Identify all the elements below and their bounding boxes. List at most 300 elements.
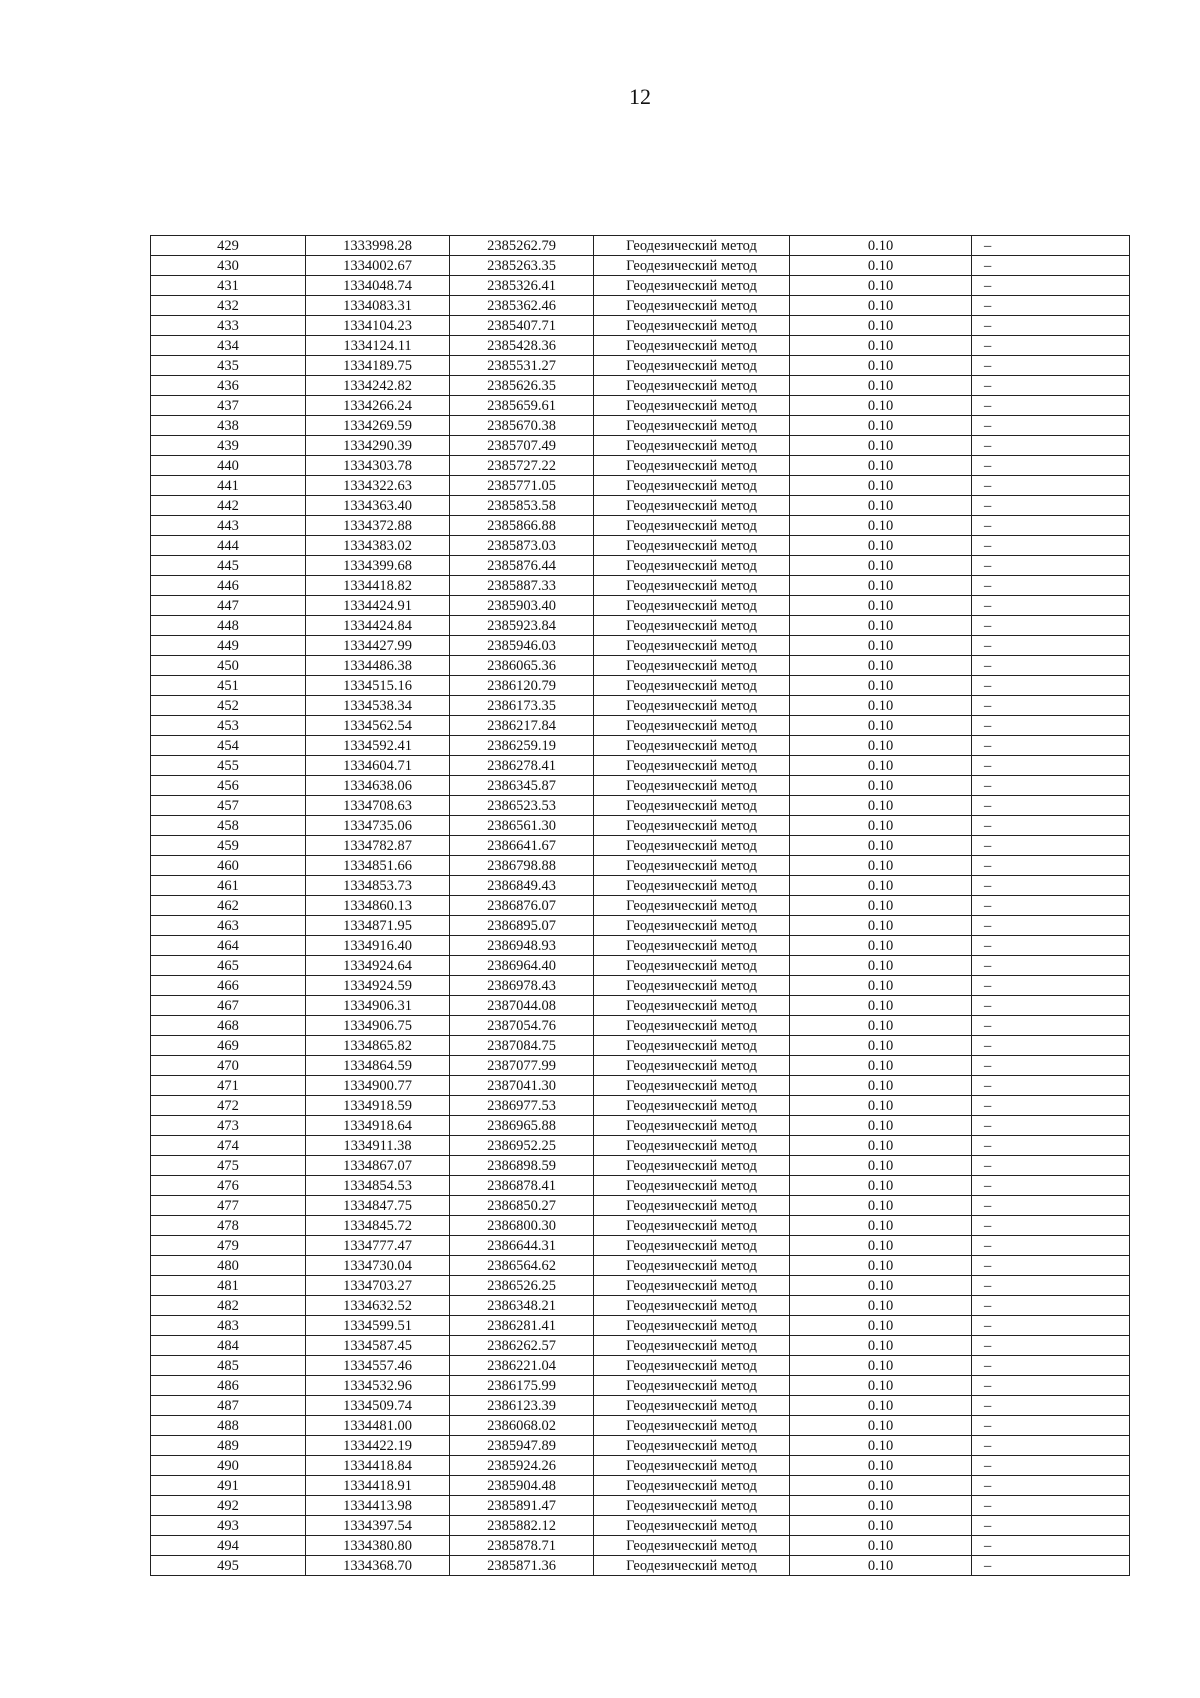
note-cell: –	[972, 596, 1130, 616]
point-number-cell: 484	[151, 1336, 306, 1356]
point-number-cell: 487	[151, 1396, 306, 1416]
x-coordinate-cell: 1334557.46	[306, 1356, 450, 1376]
y-coordinate-cell: 2386977.53	[450, 1096, 594, 1116]
x-coordinate-cell: 1334871.95	[306, 916, 450, 936]
table-row	[151, 1376, 1130, 1396]
point-number-cell: 441	[151, 476, 306, 496]
method-cell: Геодезический метод	[594, 1036, 790, 1056]
y-coordinate-cell: 2385428.36	[450, 336, 594, 356]
x-coordinate-cell: 1334906.31	[306, 996, 450, 1016]
y-coordinate-cell: 2385946.03	[450, 636, 594, 656]
method-cell: Геодезический метод	[594, 1356, 790, 1376]
accuracy-cell: 0.10	[790, 1536, 972, 1556]
x-coordinate-cell: 1334730.04	[306, 1256, 450, 1276]
method-cell: Геодезический метод	[594, 836, 790, 856]
table-row	[151, 496, 1130, 516]
point-number-cell: 432	[151, 296, 306, 316]
point-number-cell: 447	[151, 596, 306, 616]
note-cell: –	[972, 1496, 1130, 1516]
point-number-cell: 486	[151, 1376, 306, 1396]
accuracy-cell: 0.10	[790, 1516, 972, 1536]
accuracy-cell: 0.10	[790, 1196, 972, 1216]
note-cell: –	[972, 916, 1130, 936]
accuracy-cell: 0.10	[790, 336, 972, 356]
table-row	[151, 836, 1130, 856]
y-coordinate-cell: 2386964.40	[450, 956, 594, 976]
method-cell: Геодезический метод	[594, 996, 790, 1016]
y-coordinate-cell: 2386065.36	[450, 656, 594, 676]
point-number-cell: 474	[151, 1136, 306, 1156]
y-coordinate-cell: 2385923.84	[450, 616, 594, 636]
note-cell: –	[972, 1296, 1130, 1316]
note-cell: –	[972, 696, 1130, 716]
method-cell: Геодезический метод	[594, 1136, 790, 1156]
x-coordinate-cell: 1334002.67	[306, 256, 450, 276]
table-row	[151, 1276, 1130, 1296]
y-coordinate-cell: 2386123.39	[450, 1396, 594, 1416]
table-row	[151, 1216, 1130, 1236]
method-cell: Геодезический метод	[594, 1276, 790, 1296]
x-coordinate-cell: 1334632.52	[306, 1296, 450, 1316]
y-coordinate-cell: 2386281.41	[450, 1316, 594, 1336]
y-coordinate-cell: 2386523.53	[450, 796, 594, 816]
point-number-cell: 476	[151, 1176, 306, 1196]
table-row	[151, 1356, 1130, 1376]
y-coordinate-cell: 2387044.08	[450, 996, 594, 1016]
x-coordinate-cell: 1334900.77	[306, 1076, 450, 1096]
method-cell: Геодезический метод	[594, 636, 790, 656]
note-cell: –	[972, 636, 1130, 656]
table-row	[151, 1296, 1130, 1316]
accuracy-cell: 0.10	[790, 1016, 972, 1036]
method-cell: Геодезический метод	[594, 1416, 790, 1436]
y-coordinate-cell: 2386564.62	[450, 1256, 594, 1276]
table-row	[151, 1236, 1130, 1256]
table-row	[151, 696, 1130, 716]
y-coordinate-cell: 2386175.99	[450, 1376, 594, 1396]
point-number-cell: 481	[151, 1276, 306, 1296]
note-cell: –	[972, 1356, 1130, 1376]
x-coordinate-cell: 1334735.06	[306, 816, 450, 836]
point-number-cell: 477	[151, 1196, 306, 1216]
accuracy-cell: 0.10	[790, 1116, 972, 1136]
table-row	[151, 976, 1130, 996]
note-cell: –	[972, 1236, 1130, 1256]
point-number-cell: 488	[151, 1416, 306, 1436]
point-number-cell: 450	[151, 656, 306, 676]
note-cell: –	[972, 936, 1130, 956]
table-row	[151, 1056, 1130, 1076]
note-cell: –	[972, 436, 1130, 456]
note-cell: –	[972, 616, 1130, 636]
accuracy-cell: 0.10	[790, 796, 972, 816]
point-number-cell: 489	[151, 1436, 306, 1456]
note-cell: –	[972, 1096, 1130, 1116]
coordinates-table-body	[151, 236, 1130, 1576]
note-cell: –	[972, 1276, 1130, 1296]
point-number-cell: 439	[151, 436, 306, 456]
accuracy-cell: 0.10	[790, 236, 972, 256]
method-cell: Геодезический метод	[594, 1376, 790, 1396]
method-cell: Геодезический метод	[594, 1076, 790, 1096]
accuracy-cell: 0.10	[790, 636, 972, 656]
x-coordinate-cell: 1333998.28	[306, 236, 450, 256]
table-row	[151, 1536, 1130, 1556]
x-coordinate-cell: 1334372.88	[306, 516, 450, 536]
accuracy-cell: 0.10	[790, 716, 972, 736]
x-coordinate-cell: 1334486.38	[306, 656, 450, 676]
x-coordinate-cell: 1334864.59	[306, 1056, 450, 1076]
method-cell: Геодезический метод	[594, 716, 790, 736]
point-number-cell: 493	[151, 1516, 306, 1536]
note-cell: –	[972, 1476, 1130, 1496]
note-cell: –	[972, 716, 1130, 736]
x-coordinate-cell: 1334638.06	[306, 776, 450, 796]
table-row	[151, 896, 1130, 916]
x-coordinate-cell: 1334918.59	[306, 1096, 450, 1116]
x-coordinate-cell: 1334104.23	[306, 316, 450, 336]
table-row	[151, 1416, 1130, 1436]
y-coordinate-cell: 2385876.44	[450, 556, 594, 576]
method-cell: Геодезический метод	[594, 1516, 790, 1536]
method-cell: Геодезический метод	[594, 1236, 790, 1256]
point-number-cell: 466	[151, 976, 306, 996]
point-number-cell: 456	[151, 776, 306, 796]
x-coordinate-cell: 1334532.96	[306, 1376, 450, 1396]
method-cell: Геодезический метод	[594, 236, 790, 256]
note-cell: –	[972, 1416, 1130, 1436]
method-cell: Геодезический метод	[594, 336, 790, 356]
method-cell: Геодезический метод	[594, 976, 790, 996]
y-coordinate-cell: 2386952.25	[450, 1136, 594, 1156]
accuracy-cell: 0.10	[790, 1396, 972, 1416]
accuracy-cell: 0.10	[790, 316, 972, 336]
accuracy-cell: 0.10	[790, 256, 972, 276]
accuracy-cell: 0.10	[790, 436, 972, 456]
note-cell: –	[972, 1556, 1130, 1576]
method-cell: Геодезический метод	[594, 1316, 790, 1336]
point-number-cell: 462	[151, 896, 306, 916]
point-number-cell: 490	[151, 1456, 306, 1476]
note-cell: –	[972, 676, 1130, 696]
accuracy-cell: 0.10	[790, 976, 972, 996]
note-cell: –	[972, 956, 1130, 976]
note-cell: –	[972, 1396, 1130, 1416]
y-coordinate-cell: 2385871.36	[450, 1556, 594, 1576]
method-cell: Геодезический метод	[594, 1156, 790, 1176]
table-row	[151, 996, 1130, 1016]
x-coordinate-cell: 1334413.98	[306, 1496, 450, 1516]
accuracy-cell: 0.10	[790, 1076, 972, 1096]
note-cell: –	[972, 476, 1130, 496]
point-number-cell: 443	[151, 516, 306, 536]
y-coordinate-cell: 2386965.88	[450, 1116, 594, 1136]
table-row	[151, 516, 1130, 536]
note-cell: –	[972, 996, 1130, 1016]
y-coordinate-cell: 2386259.19	[450, 736, 594, 756]
table-row	[151, 476, 1130, 496]
x-coordinate-cell: 1334918.64	[306, 1116, 450, 1136]
method-cell: Геодезический метод	[594, 516, 790, 536]
y-coordinate-cell: 2386849.43	[450, 876, 594, 896]
y-coordinate-cell: 2385531.27	[450, 356, 594, 376]
note-cell: –	[972, 336, 1130, 356]
note-cell: –	[972, 836, 1130, 856]
page-number: 12	[629, 84, 651, 109]
point-number-cell: 435	[151, 356, 306, 376]
accuracy-cell: 0.10	[790, 576, 972, 596]
note-cell: –	[972, 1536, 1130, 1556]
point-number-cell: 449	[151, 636, 306, 656]
accuracy-cell: 0.10	[790, 756, 972, 776]
x-coordinate-cell: 1334924.64	[306, 956, 450, 976]
method-cell: Геодезический метод	[594, 816, 790, 836]
table-row	[151, 1496, 1130, 1516]
accuracy-cell: 0.10	[790, 996, 972, 1016]
note-cell: –	[972, 896, 1130, 916]
point-number-cell: 483	[151, 1316, 306, 1336]
point-number-cell: 436	[151, 376, 306, 396]
point-number-cell: 485	[151, 1356, 306, 1376]
point-number-cell: 472	[151, 1096, 306, 1116]
note-cell: –	[972, 296, 1130, 316]
point-number-cell: 445	[151, 556, 306, 576]
y-coordinate-cell: 2385707.49	[450, 436, 594, 456]
note-cell: –	[972, 576, 1130, 596]
point-number-cell: 465	[151, 956, 306, 976]
accuracy-cell: 0.10	[790, 1096, 972, 1116]
note-cell: –	[972, 1016, 1130, 1036]
table-row	[151, 1096, 1130, 1116]
table-row	[151, 316, 1130, 336]
method-cell: Геодезический метод	[594, 1336, 790, 1356]
x-coordinate-cell: 1334860.13	[306, 896, 450, 916]
accuracy-cell: 0.10	[790, 1216, 972, 1236]
table-row	[151, 1196, 1130, 1216]
y-coordinate-cell: 2387041.30	[450, 1076, 594, 1096]
method-cell: Геодезический метод	[594, 1176, 790, 1196]
x-coordinate-cell: 1334418.84	[306, 1456, 450, 1476]
x-coordinate-cell: 1334847.75	[306, 1196, 450, 1216]
note-cell: –	[972, 556, 1130, 576]
table-row	[151, 436, 1130, 456]
table-row	[151, 1516, 1130, 1536]
note-cell: –	[972, 376, 1130, 396]
accuracy-cell: 0.10	[790, 736, 972, 756]
point-number-cell: 444	[151, 536, 306, 556]
table-row	[151, 576, 1130, 596]
method-cell: Геодезический метод	[594, 436, 790, 456]
x-coordinate-cell: 1334399.68	[306, 556, 450, 576]
accuracy-cell: 0.10	[790, 1416, 972, 1436]
table-row	[151, 416, 1130, 436]
table-row	[151, 276, 1130, 296]
table-row	[151, 936, 1130, 956]
y-coordinate-cell: 2387077.99	[450, 1056, 594, 1076]
y-coordinate-cell: 2386898.59	[450, 1156, 594, 1176]
y-coordinate-cell: 2387054.76	[450, 1016, 594, 1036]
table-row	[151, 1336, 1130, 1356]
note-cell: –	[972, 516, 1130, 536]
point-number-cell: 429	[151, 236, 306, 256]
accuracy-cell: 0.10	[790, 1316, 972, 1336]
y-coordinate-cell: 2386221.04	[450, 1356, 594, 1376]
accuracy-cell: 0.10	[790, 1276, 972, 1296]
accuracy-cell: 0.10	[790, 1456, 972, 1476]
y-coordinate-cell: 2385904.48	[450, 1476, 594, 1496]
note-cell: –	[972, 1056, 1130, 1076]
accuracy-cell: 0.10	[790, 696, 972, 716]
point-number-cell: 431	[151, 276, 306, 296]
x-coordinate-cell: 1334592.41	[306, 736, 450, 756]
x-coordinate-cell: 1334604.71	[306, 756, 450, 776]
table-row	[151, 456, 1130, 476]
point-number-cell: 479	[151, 1236, 306, 1256]
accuracy-cell: 0.10	[790, 456, 972, 476]
x-coordinate-cell: 1334782.87	[306, 836, 450, 856]
method-cell: Геодезический метод	[594, 1296, 790, 1316]
method-cell: Геодезический метод	[594, 256, 790, 276]
accuracy-cell: 0.10	[790, 776, 972, 796]
x-coordinate-cell: 1334422.19	[306, 1436, 450, 1456]
x-coordinate-cell: 1334851.66	[306, 856, 450, 876]
method-cell: Геодезический метод	[594, 736, 790, 756]
point-number-cell: 452	[151, 696, 306, 716]
table-row	[151, 396, 1130, 416]
method-cell: Геодезический метод	[594, 1116, 790, 1136]
note-cell: –	[972, 1456, 1130, 1476]
accuracy-cell: 0.10	[790, 856, 972, 876]
point-number-cell: 451	[151, 676, 306, 696]
point-number-cell: 437	[151, 396, 306, 416]
table-row	[151, 1476, 1130, 1496]
note-cell: –	[972, 736, 1130, 756]
method-cell: Геодезический метод	[594, 956, 790, 976]
method-cell: Геодезический метод	[594, 276, 790, 296]
accuracy-cell: 0.10	[790, 836, 972, 856]
method-cell: Геодезический метод	[594, 936, 790, 956]
note-cell: –	[972, 1256, 1130, 1276]
point-number-cell: 478	[151, 1216, 306, 1236]
table-row	[151, 236, 1130, 256]
method-cell: Геодезический метод	[594, 656, 790, 676]
accuracy-cell: 0.10	[790, 876, 972, 896]
y-coordinate-cell: 2386561.30	[450, 816, 594, 836]
table-row	[151, 616, 1130, 636]
table-row	[151, 1036, 1130, 1056]
y-coordinate-cell: 2385947.89	[450, 1436, 594, 1456]
accuracy-cell: 0.10	[790, 1156, 972, 1176]
accuracy-cell: 0.10	[790, 476, 972, 496]
method-cell: Геодезический метод	[594, 896, 790, 916]
point-number-cell: 468	[151, 1016, 306, 1036]
note-cell: –	[972, 536, 1130, 556]
accuracy-cell: 0.10	[790, 376, 972, 396]
method-cell: Геодезический метод	[594, 416, 790, 436]
accuracy-cell: 0.10	[790, 676, 972, 696]
point-number-cell: 433	[151, 316, 306, 336]
table-row	[151, 776, 1130, 796]
accuracy-cell: 0.10	[790, 356, 972, 376]
table-row	[151, 1316, 1130, 1336]
accuracy-cell: 0.10	[790, 1176, 972, 1196]
note-cell: –	[972, 1116, 1130, 1136]
accuracy-cell: 0.10	[790, 536, 972, 556]
point-number-cell: 430	[151, 256, 306, 276]
table-row	[151, 916, 1130, 936]
y-coordinate-cell: 2387084.75	[450, 1036, 594, 1056]
table-row	[151, 656, 1130, 676]
accuracy-cell: 0.10	[790, 1356, 972, 1376]
x-coordinate-cell: 1334424.84	[306, 616, 450, 636]
method-cell: Геодезический метод	[594, 1096, 790, 1116]
accuracy-cell: 0.10	[790, 556, 972, 576]
table-row	[151, 1016, 1130, 1036]
x-coordinate-cell: 1334266.24	[306, 396, 450, 416]
y-coordinate-cell: 2386068.02	[450, 1416, 594, 1436]
accuracy-cell: 0.10	[790, 656, 972, 676]
accuracy-cell: 0.10	[790, 1296, 972, 1316]
accuracy-cell: 0.10	[790, 1056, 972, 1076]
note-cell: –	[972, 776, 1130, 796]
x-coordinate-cell: 1334854.53	[306, 1176, 450, 1196]
note-cell: –	[972, 1076, 1130, 1096]
note-cell: –	[972, 1136, 1130, 1156]
table-row	[151, 676, 1130, 696]
method-cell: Геодезический метод	[594, 876, 790, 896]
x-coordinate-cell: 1334867.07	[306, 1156, 450, 1176]
note-cell: –	[972, 236, 1130, 256]
table-row	[151, 736, 1130, 756]
point-number-cell: 469	[151, 1036, 306, 1056]
x-coordinate-cell: 1334481.00	[306, 1416, 450, 1436]
y-coordinate-cell: 2385873.03	[450, 536, 594, 556]
y-coordinate-cell: 2386644.31	[450, 1236, 594, 1256]
accuracy-cell: 0.10	[790, 416, 972, 436]
y-coordinate-cell: 2386948.93	[450, 936, 594, 956]
x-coordinate-cell: 1334380.80	[306, 1536, 450, 1556]
accuracy-cell: 0.10	[790, 1036, 972, 1056]
y-coordinate-cell: 2386262.57	[450, 1336, 594, 1356]
note-cell: –	[972, 396, 1130, 416]
method-cell: Геодезический метод	[594, 496, 790, 516]
method-cell: Геодезический метод	[594, 596, 790, 616]
x-coordinate-cell: 1334865.82	[306, 1036, 450, 1056]
y-coordinate-cell: 2385771.05	[450, 476, 594, 496]
x-coordinate-cell: 1334911.38	[306, 1136, 450, 1156]
point-number-cell: 434	[151, 336, 306, 356]
table-row	[151, 816, 1130, 836]
y-coordinate-cell: 2386798.88	[450, 856, 594, 876]
y-coordinate-cell: 2385887.33	[450, 576, 594, 596]
y-coordinate-cell: 2386895.07	[450, 916, 594, 936]
accuracy-cell: 0.10	[790, 276, 972, 296]
method-cell: Геодезический метод	[594, 1436, 790, 1456]
point-number-cell: 473	[151, 1116, 306, 1136]
accuracy-cell: 0.10	[790, 896, 972, 916]
point-number-cell: 442	[151, 496, 306, 516]
table-row	[151, 1556, 1130, 1576]
y-coordinate-cell: 2386878.41	[450, 1176, 594, 1196]
x-coordinate-cell: 1334383.02	[306, 536, 450, 556]
y-coordinate-cell: 2385362.46	[450, 296, 594, 316]
method-cell: Геодезический метод	[594, 676, 790, 696]
method-cell: Геодезический метод	[594, 1536, 790, 1556]
table-row	[151, 1076, 1130, 1096]
y-coordinate-cell: 2385670.38	[450, 416, 594, 436]
note-cell: –	[972, 1156, 1130, 1176]
point-number-cell: 470	[151, 1056, 306, 1076]
